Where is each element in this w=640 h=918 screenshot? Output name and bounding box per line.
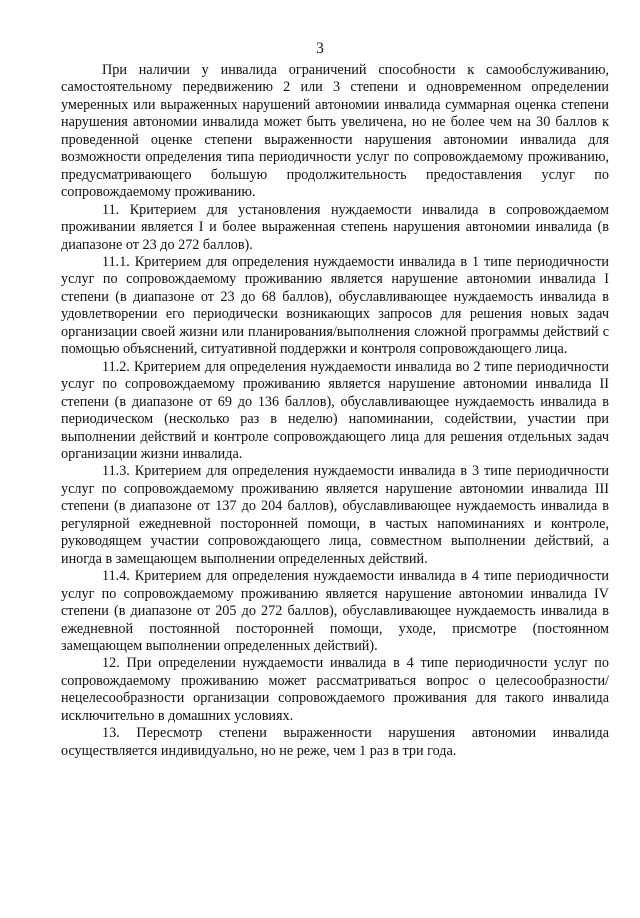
paragraph-11-1-type1: 11.1. Критерием для определения нуждаемости инвалида в 1 типе периодичности услуг по сопровождаемому проживанию является нарушение автономии инвалида I степени (в диапазоне от 23 до 68 баллов), обуславливающее нуждаемость инвалида в удовлетворении его периодически возникающих запросов для решения новых задач организации своей жизни или планирования/выполнения сложной программы действий с помощью объяснений, ситуативной поддержки и контроля сопровождающего лица. bbox=[61, 253, 609, 358]
document-body bbox=[61, 62, 609, 760]
paragraph-11-2-type2: 11.2. Критерием для определения нуждаемости инвалида во 2 типе периодичности услуг по сопровождаемому проживанию является нарушение автономии инвалида II степени (в диапазоне от 69 до 136 баллов), обуславливающее нуждаемость инвалида в периодическом (несколько раз в неделю) напоминании, содействии, участии при выполнении действий и контроле сопровождающего лица для решения отдельных задач организации жизни инвалида. bbox=[61, 358, 609, 462]
paragraph-autonomy-score-increase: При наличии у инвалида ограничений способности к самообслуживанию, самостоятельному передвижению 2 или 3 степени и одновременном определении умеренных или выраженных нарушений автономии инвалида суммарная оценка степени нарушения автономии инвалида может быть увеличена, но не более чем на 30 баллов к проведенной оценке степени выраженности нарушения автономии инвалида для возможности определения типа периодичности услуг по сопровождаемому проживанию, предусматривающего большую продолжительность предоставления услуг по сопровождаемому проживанию. bbox=[61, 62, 609, 201]
paragraph-12-home-conditions: 12. При определении нуждаемости инвалида в 4 типе периодичности услуг по сопровождаемому проживанию может рассматриваться вопрос о целесообразности/нецелесообразности организации сопровождаемого проживания для такого инвалида исключительно в домашних условиях. bbox=[61, 655, 609, 724]
paragraph-11-3-type3: 11.3. Критерием для определения нуждаемости инвалида в 3 типе периодичности услуг по сопровождаемому проживанию является нарушение автономии инвалида III степени (в диапазоне от 137 до 204 баллов), обуславливающее нуждаемость инвалида в регулярной ежедневной посторонней помощи, в частых напоминаниях и контроле, руководящем участии сопровождающего лица, совместном выполнении действий, а иногда в замещающем выполнении определенных действий. bbox=[61, 463, 609, 567]
page-number: 3 bbox=[316, 40, 324, 57]
paragraph-11-4-type4: 11.4. Критерием для определения нуждаемости инвалида в 4 типе периодичности услуг по сопровождаемому проживанию является нарушение автономии инвалида IV степени (в диапазоне от 205 до 272 баллов), обуславливающее нуждаемость инвалида в ежедневной постоянной посторонней помощи, уходе, присмотре (постоянном замещающем выполнении определенных действий). bbox=[61, 568, 609, 654]
paragraph-13-review: 13. Пересмотр степени выраженности нарушения автономии инвалида осуществляется индивидуально, но не реже, чем 1 раз в три года. bbox=[61, 725, 609, 759]
paragraph-11-criterion: 11. Критерием для установления нуждаемости инвалида в сопровождаемом проживании является I и более выраженная степень нарушения автономии инвалида (в диапазоне от 23 до 272 баллов). bbox=[61, 201, 609, 253]
